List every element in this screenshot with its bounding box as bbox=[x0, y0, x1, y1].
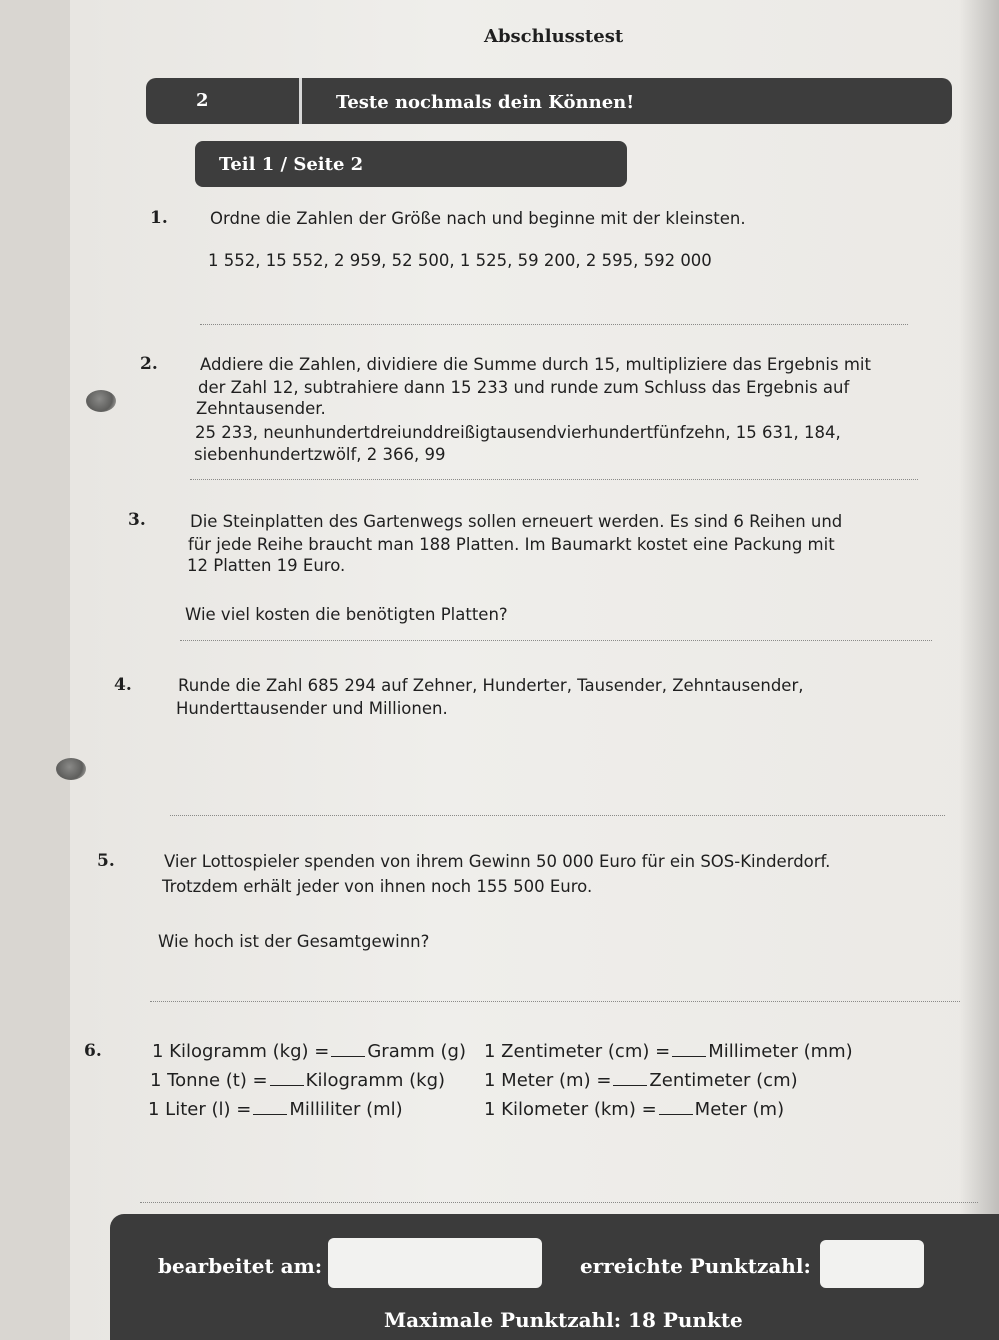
score-footer bbox=[110, 1214, 999, 1340]
banner-divider bbox=[299, 78, 302, 124]
blank-field[interactable] bbox=[253, 1100, 287, 1115]
punch-hole-icon bbox=[56, 758, 86, 780]
answer-line-5[interactable] bbox=[150, 1001, 960, 1002]
conversion-left: 1 Kilogramm (kg) = bbox=[152, 1041, 330, 1062]
conversion-row bbox=[152, 1041, 466, 1062]
task-2-line: Addiere die Zahlen, dividiere die Summe durch 15, multipliziere das Ergebnis mit bbox=[200, 355, 871, 374]
task-2-line: siebenhundertzwölf, 2 366, 99 bbox=[194, 445, 446, 464]
conversion-left: 1 Tonne (t) = bbox=[150, 1070, 268, 1091]
task-5-line: Trotzdem erhält jeder von ihnen noch 155 500 Euro. bbox=[162, 877, 593, 896]
blank-field[interactable] bbox=[672, 1042, 706, 1057]
answer-line-4[interactable] bbox=[170, 815, 945, 816]
task-4-line: Hunderttausender und Millionen. bbox=[176, 699, 448, 718]
max-score-label: Maximale Punktzahl: 18 Punkte bbox=[384, 1308, 743, 1332]
conversion-right: Kilogramm (kg) bbox=[305, 1070, 446, 1091]
page-edge-shadow bbox=[959, 0, 999, 1340]
conversion-left: 1 Meter (m) = bbox=[484, 1070, 612, 1091]
conversion-right: Milliliter (ml) bbox=[289, 1099, 403, 1120]
conversion-right: Gramm (g) bbox=[367, 1041, 466, 1062]
conversion-left: 1 Zentimeter (cm) = bbox=[484, 1041, 671, 1062]
conversion-row bbox=[484, 1041, 853, 1062]
part-label-box bbox=[195, 141, 627, 187]
conversion-row bbox=[150, 1070, 445, 1091]
score-label: erreichte Punktzahl: bbox=[580, 1254, 811, 1278]
task-3-question: Wie viel kosten die benötigten Platten? bbox=[185, 605, 508, 624]
section-banner bbox=[146, 78, 952, 124]
task-3-line: für jede Reihe braucht man 188 Platten. Im Baumarkt kostet eine Packung mit bbox=[188, 535, 835, 554]
conversion-left: 1 Liter (l) = bbox=[148, 1099, 252, 1120]
task-number-3: 3. bbox=[128, 510, 146, 530]
task-1-instruction: Ordne die Zahlen der Größe nach und beginne mit der kleinsten. bbox=[210, 209, 746, 228]
conversion-right: Meter (m) bbox=[694, 1099, 785, 1120]
score-field[interactable] bbox=[820, 1240, 924, 1288]
task-1-numbers: 1 552, 15 552, 2 959, 52 500, 1 525, 59 200, 2 595, 592 000 bbox=[208, 251, 712, 270]
blank-field[interactable] bbox=[270, 1071, 304, 1086]
conversion-left: 1 Kilometer (km) = bbox=[484, 1099, 657, 1120]
page-title: Abschlusstest bbox=[484, 26, 624, 47]
task-4-line: Runde die Zahl 685 294 auf Zehner, Hunderter, Tausender, Zehntausender, bbox=[178, 676, 804, 695]
edited-date-label: bearbeitet am: bbox=[158, 1254, 323, 1278]
task-2-line: 25 233, neunhundertdreiunddreißigtausendvierhundertfünfzehn, 15 631, 184, bbox=[195, 423, 841, 442]
answer-line-6[interactable] bbox=[140, 1202, 978, 1203]
answer-line-3[interactable] bbox=[180, 640, 932, 641]
task-3-line: 12 Platten 19 Euro. bbox=[187, 556, 346, 575]
blank-field[interactable] bbox=[613, 1071, 647, 1086]
answer-line-1[interactable] bbox=[200, 324, 908, 325]
blank-field[interactable] bbox=[331, 1042, 365, 1057]
task-2-line: der Zahl 12, subtrahiere dann 15 233 und runde zum Schluss das Ergebnis auf bbox=[198, 378, 850, 397]
banner-title: Teste nochmals dein Können! bbox=[336, 92, 635, 113]
edited-date-field[interactable] bbox=[328, 1238, 542, 1288]
conversion-row bbox=[484, 1099, 784, 1120]
task-number-6: 6. bbox=[84, 1041, 102, 1061]
banner-number: 2 bbox=[196, 90, 209, 111]
task-number-5: 5. bbox=[97, 851, 115, 871]
conversion-row bbox=[148, 1099, 403, 1120]
task-5-line: Vier Lottospieler spenden von ihrem Gewinn 50 000 Euro für ein SOS-Kinderdorf. bbox=[164, 852, 831, 871]
worksheet-page bbox=[70, 0, 999, 1340]
conversion-right: Millimeter (mm) bbox=[708, 1041, 853, 1062]
part-label: Teil 1 / Seite 2 bbox=[219, 154, 364, 175]
conversion-row bbox=[484, 1070, 798, 1091]
task-number-1: 1. bbox=[150, 208, 168, 228]
task-5-question: Wie hoch ist der Gesamtgewinn? bbox=[158, 932, 430, 951]
task-number-2: 2. bbox=[140, 354, 158, 374]
blank-field[interactable] bbox=[659, 1100, 693, 1115]
answer-line-2[interactable] bbox=[190, 479, 918, 480]
task-3-line: Die Steinplatten des Gartenwegs sollen erneuert werden. Es sind 6 Reihen und bbox=[190, 512, 843, 531]
punch-hole-icon bbox=[86, 390, 116, 412]
task-number-4: 4. bbox=[114, 675, 132, 695]
task-2-line: Zehntausender. bbox=[196, 399, 326, 418]
conversion-right: Zentimeter (cm) bbox=[649, 1070, 798, 1091]
